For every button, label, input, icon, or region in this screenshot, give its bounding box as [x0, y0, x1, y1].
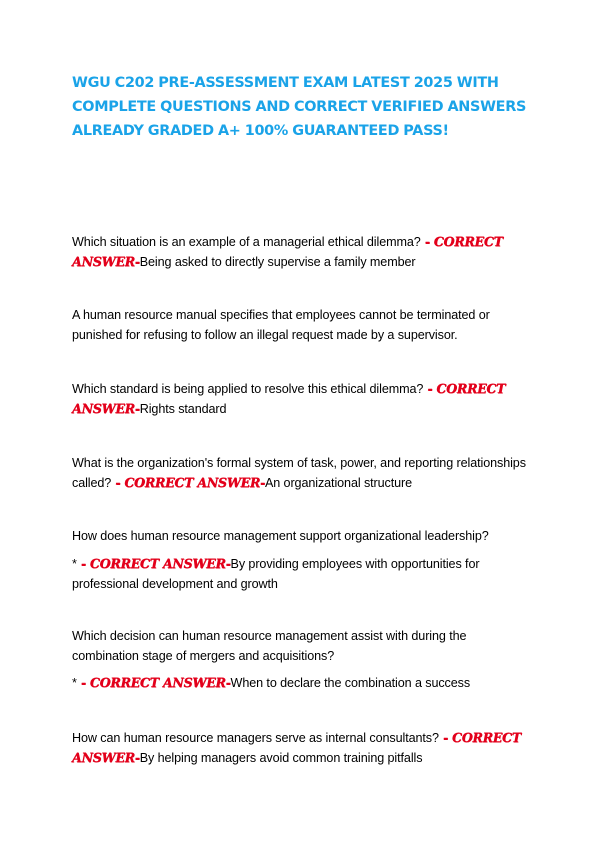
correct-answer-marker: - CORRECT ANSWER-	[72, 234, 503, 269]
answer-text: When to declare the combination a success	[230, 676, 471, 690]
question-text: What is the organization's formal system of task, power, and reporting relationships called?	[72, 456, 526, 490]
answer-text: By helping managers avoid common training pitfalls	[139, 751, 423, 765]
qa-item-1	[72, 232, 530, 272]
answer-text: Rights standard	[139, 402, 227, 416]
qa-item-3	[72, 453, 530, 493]
correct-answer-marker: - CORRECT ANSWER-	[76, 675, 231, 690]
question-text: Which situation is an example of a managerial ethical dilemma?	[72, 235, 421, 249]
qa-item-2	[72, 379, 530, 419]
qa-item-6	[72, 728, 530, 768]
bullet: *	[72, 557, 77, 571]
correct-answer-marker: - CORRECT ANSWER-	[72, 381, 506, 416]
answer-text: An organizational structure	[264, 476, 413, 490]
scenario-text: A human resource manual specifies that employees cannot be terminated or punished for refusing to follow an illegal request made by a supervisor.	[72, 308, 490, 342]
bullet: *	[72, 676, 77, 690]
correct-answer-marker: - CORRECT ANSWER-	[76, 556, 231, 571]
question-text: How can human resource managers serve as internal consultants?	[72, 731, 439, 745]
answer-text: Being asked to directly supervise a family member	[139, 255, 416, 269]
answer-text: By providing employees with opportunities for professional development and growth	[72, 557, 480, 591]
answer-5	[72, 673, 530, 693]
question-5: Which decision can human resource management assist with during the combination stage of mergers and acquisitions?	[72, 629, 467, 663]
correct-answer-marker: - CORRECT ANSWER-	[111, 475, 265, 490]
question-text: Which standard is being applied to resolve this ethical dilemma?	[72, 382, 424, 396]
document-title: WGU C202 PRE-ASSESSMENT EXAM LATEST 2025 WITH COMPLETE QUESTIONS AND CORRECT VERIFIED ANSWERS ALREADY GRADED A+ 100% GUARANTEED PASS!	[72, 75, 527, 139]
question-4: How does human resource management support organizational leadership?	[72, 529, 489, 543]
correct-answer-marker: - CORRECT ANSWER-	[72, 730, 521, 765]
answer-4	[72, 554, 530, 594]
